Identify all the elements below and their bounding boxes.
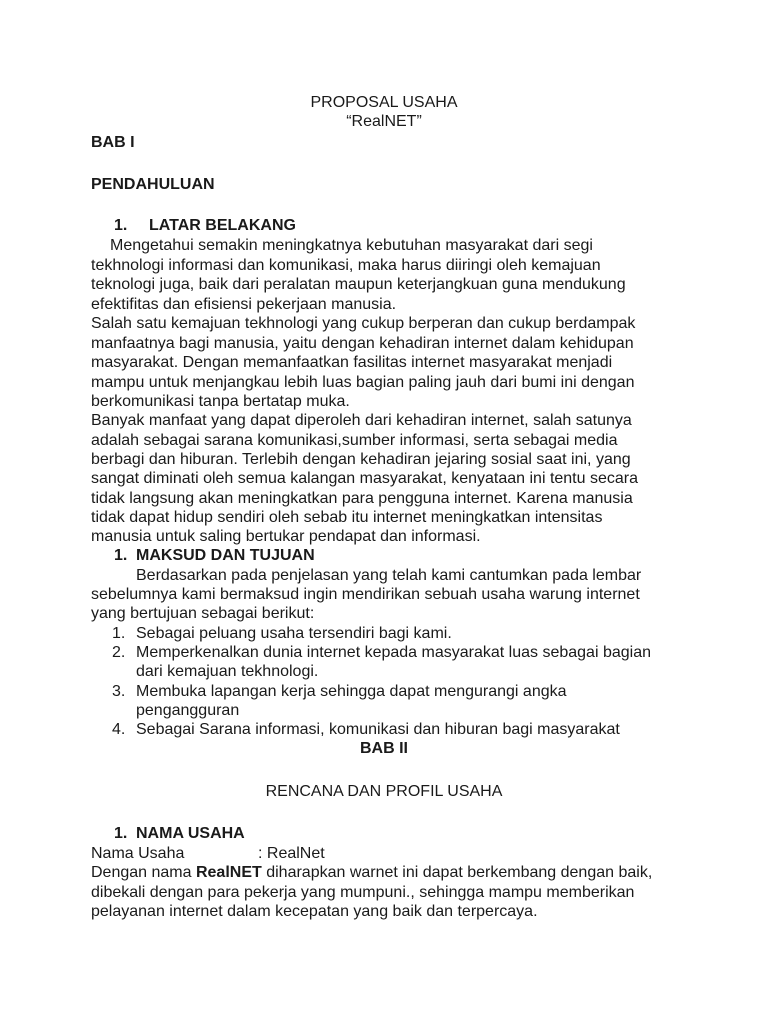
section-latar-belakang-title: LATAR BELAKANG — [149, 217, 296, 234]
document-title: PROPOSAL USAHA — [310, 94, 458, 111]
paragraph-line: yang bertujuan sebagai berikut: — [91, 605, 315, 622]
bab2-label: BAB II — [360, 740, 408, 757]
paragraph-line: berkomunikasi tanpa bertatap muka. — [91, 393, 350, 410]
paragraph-line: tekhnologi informasi dan komunikasi, maka harus diiringi oleh kemajuan — [91, 257, 601, 274]
bab1-label: BAB I — [91, 134, 135, 151]
list-item: Sebagai Sarana informasi, komunikasi dan hiburan bagi masyarakat — [136, 721, 620, 738]
paragraph-line: sebelumnya kami bermaksud ingin mendirikan sebuah usaha warung internet — [91, 586, 640, 603]
field-value-nama-usaha: : RealNet — [258, 845, 325, 862]
paragraph-line: manusia untuk saling bertukar pendapat dan informasi. — [91, 528, 481, 545]
list-item-number: 3. — [112, 683, 126, 700]
paragraph-line: tidak langsung akan meningkatkan para pengguna internet. Karena manusia — [91, 490, 633, 507]
list-item-number: 1. — [112, 625, 126, 642]
list-item-number: 4. — [112, 721, 126, 738]
paragraph-line: tidak dapat hidup sendiri oleh sebab itu internet meningkatkan intensitas — [91, 509, 603, 526]
paragraph-line: Salah satu kemajuan tekhnologi yang cukup berperan dan cukup berdampak — [91, 315, 636, 332]
section-nama-usaha-title: NAMA USAHA — [136, 825, 245, 842]
list-item: Sebagai peluang usaha tersendiri bagi kami. — [136, 625, 452, 642]
section-latar-belakang-number: 1. — [114, 217, 128, 234]
paragraph-line: efektifitas dan efisiensi pekerjaan manusia. — [91, 296, 397, 313]
brand-name: RealNET — [195, 864, 262, 881]
document-subtitle: “RealNET” — [346, 113, 422, 130]
paragraph-line: manfaatnya bagi manusia, yaitu dengan kehadiran internet dalam kehidupan — [91, 335, 634, 352]
paragraph-line — [91, 863, 652, 883]
list-item: Memperkenalkan dunia internet kepada masyarakat luas sebagai bagian — [136, 644, 651, 661]
paragraph-line: teknologi juga, baik dari peralatan maupun keterjangkuan guna mendukung — [91, 276, 626, 293]
paragraph-line: berbagi dan hiburan. Terlebih dengan kehadiran jejaring sosial saat ini, yang — [91, 451, 631, 468]
paragraph-line: pelayanan internet dalam kecepatan yang baik dan terpercaya. — [91, 903, 538, 920]
paragraph-line: dibekali dengan para pekerja yang mumpuni., sehingga mampu memberikan — [91, 884, 635, 901]
field-label-nama-usaha: Nama Usaha — [91, 845, 185, 862]
list-item: Membuka lapangan kerja sehingga dapat mengurangi angka — [136, 683, 567, 700]
paragraph-line: adalah sebagai sarana komunikasi,sumber informasi, serta sebagai media — [91, 432, 618, 449]
bab1-heading: PENDAHULUAN — [91, 176, 215, 193]
section-nama-usaha-number: 1. — [114, 825, 128, 842]
paragraph-line: Banyak manfaat yang dapat diperoleh dari kehadiran internet, salah satunya — [91, 412, 632, 429]
list-item-number: 2. — [112, 644, 126, 661]
paragraph-line: Mengetahui semakin meningkatnya kebutuhan masyarakat dari segi — [110, 237, 593, 254]
para-rest: diharapkan warnet ini dapat berkembang dengan baik, — [261, 864, 653, 881]
list-item: dari kemajuan tekhnologi. — [136, 663, 319, 680]
paragraph-line: masyarakat. Dengan memanfaatkan fasilitas internet masyarakat menjadi — [91, 354, 613, 371]
paragraph-line: sangat diminati oleh semua kalangan masyarakat, kenyataan ini tentu secara — [91, 470, 638, 487]
bab2-heading: RENCANA DAN PROFIL USAHA — [265, 783, 503, 800]
section-maksud-title: MAKSUD DAN TUJUAN — [136, 547, 315, 564]
paragraph-line: mampu untuk menjangkau lebih luas bagian paling jauh dari bumi ini dengan — [91, 374, 635, 391]
list-item: pengangguran — [136, 702, 240, 719]
paragraph-line: Berdasarkan pada penjelasan yang telah kami cantumkan pada lembar — [136, 567, 642, 584]
section-maksud-number: 1. — [114, 547, 128, 564]
para-start: Dengan nama — [91, 864, 196, 881]
